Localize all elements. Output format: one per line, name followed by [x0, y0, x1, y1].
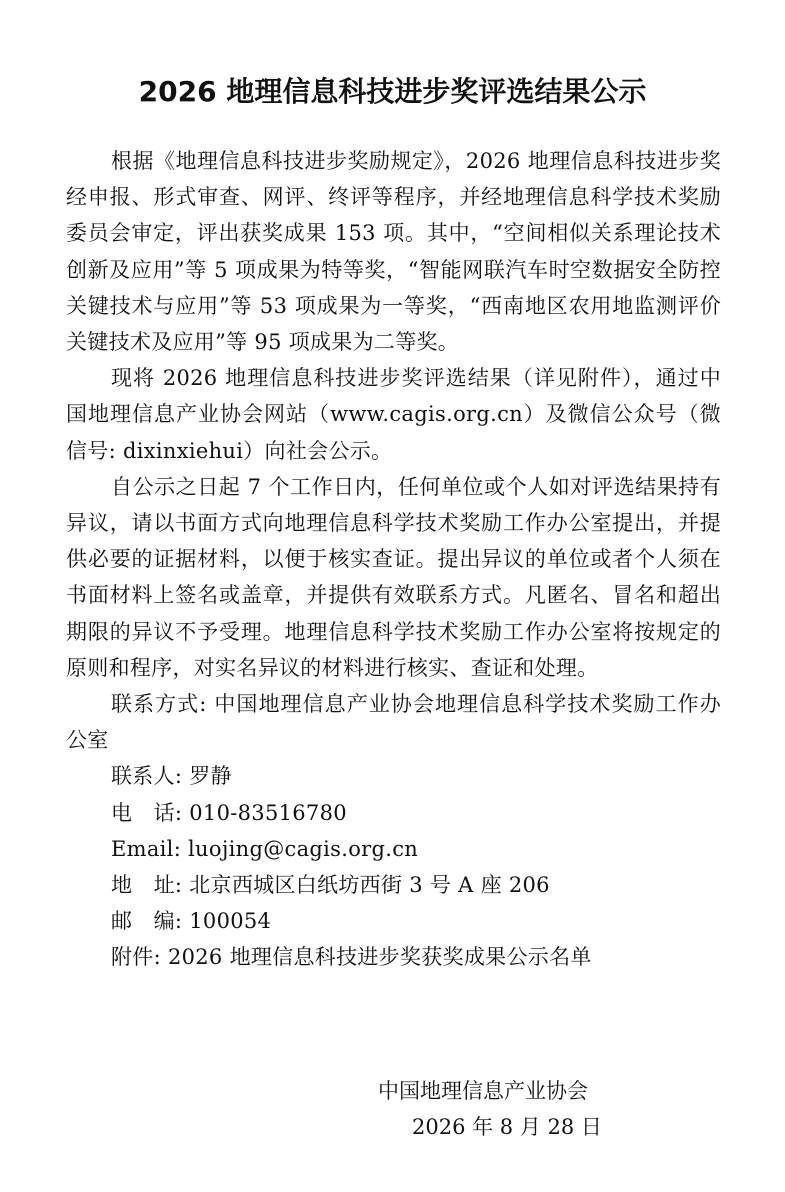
- contact-method: 联系方式: 中国地理信息产业协会地理信息科学技术奖励工作办公室: [66, 692, 721, 753]
- signature-date: 2026 年 8 月 28 日: [412, 1115, 602, 1139]
- paragraph-publication-notice: 现将 2026 地理信息科技进步奖评选结果（详见附件），通过中国地理信息产业协会网站（www.cagis.org.cn）及微信公众号（微信号: dixinxiehui）向社会公示。: [66, 366, 721, 463]
- paragraph-award-summary: 根据《地理信息科技进步奖励规定》，2026 地理信息科技进步奖经申报、形式审查、网评、终评等程序，并经地理信息科学技术奖励委员会审定，评出获奖成果 153 项。其中，“空间相似关系理论技术创新及应用”等 5 项成果为特等奖，“智能网联汽车时空数据安全防控关键技术与应用”等 53 项成果为一等奖，“西南地区农用地监测评价关键技术及应用”等 95 项成果为二等奖。: [66, 149, 721, 355]
- signature-organization: 中国地理信息产业协会: [378, 1079, 588, 1103]
- signature-block: [374, 1073, 634, 1145]
- contact-person: 联系人: 罗静: [111, 764, 232, 789]
- document-title: 2026 地理信息科技进步奖评选结果公示: [138, 75, 647, 108]
- contact-email: Email: luojing@cagis.org.cn: [111, 836, 419, 861]
- document-body: [66, 143, 721, 976]
- contact-phone: 电 话: 010-83516780: [111, 800, 347, 825]
- paragraph-objection-procedure: 自公示之日起 7 个工作日内，任何单位或个人如对评选结果持有异议，请以书面方式向地理信息科学技术奖励工作办公室提出，并提供必要的证据材料，以便于核实查证。提出异议的单位或者个人须在书面材料上签名或盖章，并提供有效联系方式。凡匿名、冒名和超出期限的异议不予受理。地理信息科学技术奖励工作办公室将按规定的原则和程序，对实名异议的材料进行核实、查证和处理。: [66, 474, 721, 680]
- attachment-note: 附件: 2026 地理信息科技进步奖获奖成果公示名单: [111, 945, 592, 970]
- contact-postcode: 邮 编: 100054: [111, 909, 272, 934]
- contact-address: 地 址: 北京西城区白纸坊西街 3 号 A 座 206: [111, 873, 550, 898]
